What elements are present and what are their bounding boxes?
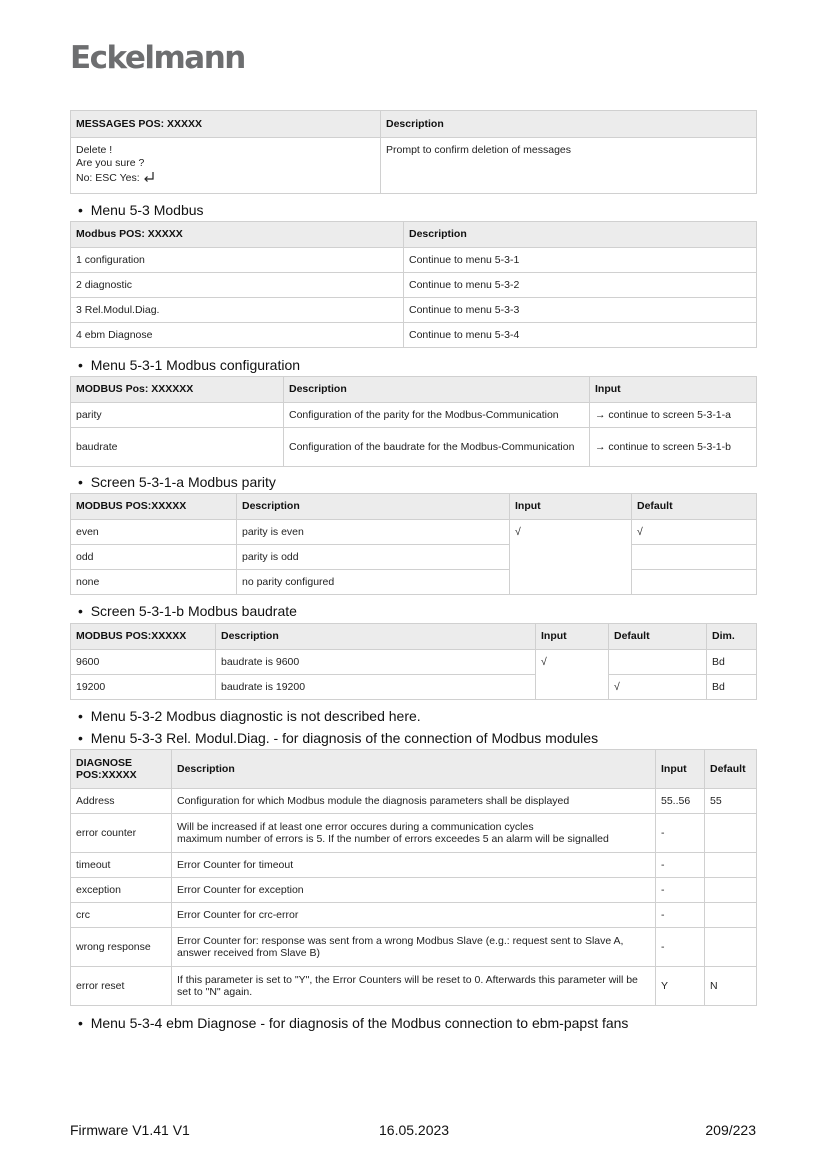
- table-cell: even: [71, 520, 237, 545]
- table-cell: → continue to screen 5-3-1-b: [590, 428, 757, 467]
- table-row: [71, 878, 757, 903]
- default-mark: √: [632, 520, 757, 545]
- table-row: [71, 323, 757, 348]
- table-cell: Continue to menu 5-3-1: [404, 248, 757, 273]
- table-cell: baudrate is 19200: [216, 675, 536, 700]
- parity-table: [70, 493, 757, 595]
- table-cell: no parity configured: [237, 570, 510, 595]
- table-cell: Configuration for which Modbus module the diagnosis parameters shall be displayed: [172, 789, 656, 814]
- table-cell: -: [656, 903, 705, 928]
- table-row: [71, 967, 757, 1006]
- table-cell: Y: [656, 967, 705, 1006]
- table-cell: Configuration of the parity for the Modbus-Communication: [284, 403, 590, 428]
- bullet-item: • Screen 5-3-1-b Modbus baudrate: [78, 603, 297, 619]
- input-mark: √: [510, 520, 632, 595]
- table-cell: [705, 853, 757, 878]
- table-cell: Error Counter for exception: [172, 878, 656, 903]
- table-row: [71, 853, 757, 878]
- prompt-line: [76, 171, 375, 185]
- footer-firmware: Firmware V1.41 V1: [70, 1122, 190, 1138]
- enter-key-icon: [143, 171, 155, 183]
- table-cell: 2 diagnostic: [71, 273, 404, 298]
- table-cell: [705, 878, 757, 903]
- table-row: [71, 520, 757, 545]
- table-cell: exception: [71, 878, 172, 903]
- table-row: [71, 428, 757, 467]
- bullet-item: • Menu 5-3-2 Modbus diagnostic is not described here.: [78, 708, 421, 724]
- table-cell: [172, 814, 656, 853]
- footer-page-number: 209/223: [705, 1122, 756, 1138]
- table-header: Description: [237, 494, 510, 520]
- table-cell: Error Counter for crc-error: [172, 903, 656, 928]
- table-header: Description: [284, 377, 590, 403]
- table-cell: 1 configuration: [71, 248, 404, 273]
- table-row: [71, 675, 757, 700]
- prompt-text: No: ESC Yes:: [76, 172, 140, 184]
- table-cell: error reset: [71, 967, 172, 1006]
- table-cell: 4 ebm Diagnose: [71, 323, 404, 348]
- table-row: [71, 903, 757, 928]
- modbus-config-table: [70, 376, 757, 467]
- prompt-cell: [71, 138, 381, 194]
- table-cell: Bd: [707, 675, 757, 700]
- table-header: Modbus POS: XXXXX: [71, 222, 404, 248]
- footer-date: 16.05.2023: [379, 1122, 450, 1138]
- table-cell: [705, 928, 757, 967]
- table-cell: odd: [71, 545, 237, 570]
- bullet-text: Menu 5-3 Modbus: [90, 202, 204, 218]
- table-cell: [705, 903, 757, 928]
- bullet-text: Menu 5-3-1 Modbus configuration: [90, 357, 301, 373]
- table-header: DIAGNOSE POS:XXXXX: [71, 750, 172, 789]
- bullet-text: Menu 5-3-3 Rel. Modul.Diag. - for diagnosis of the connection of Modbus modules: [90, 730, 599, 746]
- bullet-text: Screen 5-3-1-b Modbus baudrate: [90, 603, 297, 619]
- table-header: Description: [216, 624, 536, 650]
- table-header: Description: [404, 222, 757, 248]
- bullet-item: • Screen 5-3-1-a Modbus parity: [78, 474, 276, 490]
- table-cell: N: [705, 967, 757, 1006]
- table-cell: 3 Rel.Modul.Diag.: [71, 298, 404, 323]
- bullet-text: Menu 5-3-4 ebm Diagnose - for diagnosis of the Modbus connection to ebm-papst fans: [90, 1015, 629, 1031]
- prompt-line: Delete !: [76, 144, 113, 156]
- table-cell: [632, 570, 757, 595]
- table-cell: Configuration of the baudrate for the Modbus-Communication: [284, 428, 590, 467]
- table-header: MODBUS Pos: XXXXXX: [71, 377, 284, 403]
- baudrate-table: [70, 623, 757, 700]
- modbus-menu-table: [70, 221, 757, 348]
- table-header: Description: [381, 111, 757, 138]
- table-header: Default: [705, 750, 757, 789]
- bullet-text: Menu 5-3-2 Modbus diagnostic is not described here.: [90, 708, 421, 724]
- table-cell: -: [656, 853, 705, 878]
- table-header: Default: [609, 624, 707, 650]
- desc-line: maximum number of errors is 5. If the number of errors exceedes 5 an alarm will be signalled: [177, 833, 609, 845]
- table-cell: parity is even: [237, 520, 510, 545]
- messages-table: [70, 110, 757, 194]
- table-row: [71, 814, 757, 853]
- table-cell: parity: [71, 403, 284, 428]
- table-header: Input: [656, 750, 705, 789]
- table-cell: baudrate is 9600: [216, 650, 536, 675]
- table-header: Input: [590, 377, 757, 403]
- table-cell: -: [656, 878, 705, 903]
- input-mark: √: [536, 650, 609, 700]
- table-cell: Bd: [707, 650, 757, 675]
- table-header: MODBUS POS:XXXXX: [71, 624, 216, 650]
- table-cell: Continue to menu 5-3-2: [404, 273, 757, 298]
- table-cell: -: [656, 814, 705, 853]
- prompt-line: Are you sure ?: [76, 156, 145, 169]
- table-cell: crc: [71, 903, 172, 928]
- table-cell: [609, 650, 707, 675]
- eckelmann-logo: Eckelmann: [70, 40, 245, 76]
- table-cell: 55..56: [656, 789, 705, 814]
- table-cell: Error Counter for timeout: [172, 853, 656, 878]
- table-cell: 9600: [71, 650, 216, 675]
- table-row: [71, 248, 757, 273]
- table-cell: timeout: [71, 853, 172, 878]
- description-cell: Prompt to confirm deletion of messages: [381, 138, 757, 194]
- default-mark: √: [609, 675, 707, 700]
- table-row: [71, 928, 757, 967]
- diagnose-table: [70, 749, 757, 1006]
- table-header: Input: [510, 494, 632, 520]
- table-row: [71, 789, 757, 814]
- table-cell: parity is odd: [237, 545, 510, 570]
- table-cell: Address: [71, 789, 172, 814]
- table-row: [71, 298, 757, 323]
- table-cell: Continue to menu 5-3-4: [404, 323, 757, 348]
- table-cell: wrong response: [71, 928, 172, 967]
- table-cell: 55: [705, 789, 757, 814]
- table-header: Input: [536, 624, 609, 650]
- table-cell: Continue to menu 5-3-3: [404, 298, 757, 323]
- table-cell: baudrate: [71, 428, 284, 467]
- bullet-item: • Menu 5-3-1 Modbus configuration: [78, 357, 301, 373]
- table-row: [71, 650, 757, 675]
- table-row: [71, 570, 757, 595]
- table-cell: -: [656, 928, 705, 967]
- table-cell: [632, 545, 757, 570]
- table-cell: 19200: [71, 675, 216, 700]
- table-cell: [705, 814, 757, 853]
- table-header: Description: [172, 750, 656, 789]
- table-cell: none: [71, 570, 237, 595]
- table-header: Dim.: [707, 624, 757, 650]
- desc-line: Will be increased if at least one error occures during a communication cycles: [177, 820, 534, 833]
- table-header: MODBUS POS:XXXXX: [71, 494, 237, 520]
- table-row: [71, 545, 757, 570]
- table-cell: → continue to screen 5-3-1-a: [590, 403, 757, 428]
- bullet-item: • Menu 5-3-4 ebm Diagnose - for diagnosis of the Modbus connection to ebm-papst fans: [78, 1015, 629, 1031]
- table-header: Default: [632, 494, 757, 520]
- bullet-item: • Menu 5-3 Modbus: [78, 202, 204, 218]
- table-cell: Error Counter for: response was sent from a wrong Modbus Slave (e.g.: request sent to Slave A, answer received from Slave B): [172, 928, 656, 967]
- table-cell: error counter: [71, 814, 172, 853]
- table-header: MESSAGES POS: XXXXX: [71, 111, 381, 138]
- table-row: [71, 403, 757, 428]
- table-cell: If this parameter is set to "Y", the Error Counters will be reset to 0. Afterwards this parameter will be set to "N" again.: [172, 967, 656, 1006]
- table-row: [71, 273, 757, 298]
- bullet-item: • Menu 5-3-3 Rel. Modul.Diag. - for diagnosis of the connection of Modbus modules: [78, 730, 599, 746]
- bullet-text: Screen 5-3-1-a Modbus parity: [90, 474, 276, 490]
